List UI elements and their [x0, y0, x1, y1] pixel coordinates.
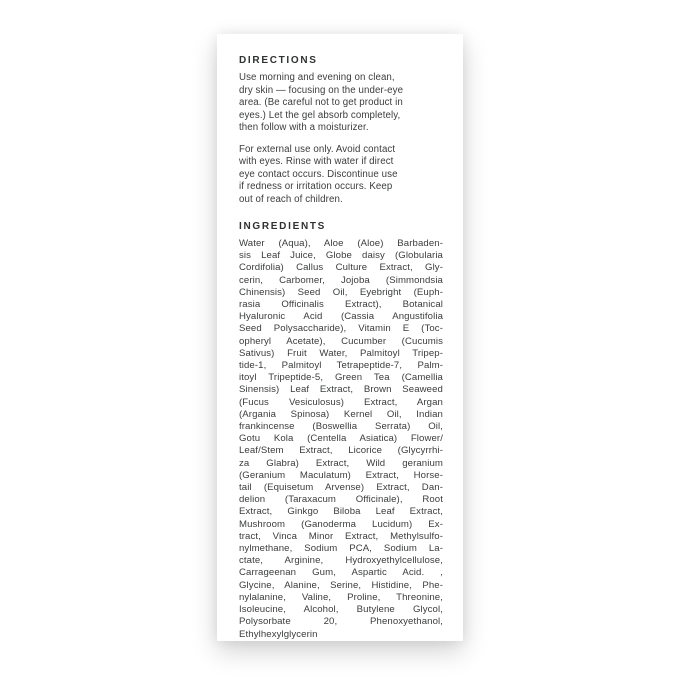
text-line: then follow with a moisturizer. [239, 122, 369, 133]
text-line: Ethylhexylglycerin [239, 628, 318, 640]
text-line: Gotu Kola (Centella Asiatica) Flower/ [239, 433, 443, 445]
text-line: cerin, Carbomer, Jojoba (Simmondsia [239, 274, 443, 286]
text-line: Seed Polysaccharide), Vitamin E (Toc- [239, 323, 443, 335]
text-line: Chinensis) Seed Oil, Eyebright (Euph- [239, 286, 443, 298]
text-line: Extract, Ginkgo Biloba Leaf Extract, [239, 506, 443, 518]
text-line: Carrageenan Gum, Aspartic Acid. , [239, 567, 443, 579]
package-back-panel [217, 34, 463, 641]
text-line: nylmethane, Sodium PCA, Sodium La- [239, 543, 443, 555]
text-line: sis Leaf Juice, Globe daisy (Globularia [239, 250, 443, 262]
text-line: Glycine, Alanine, Serine, Histidine, Phe- [239, 579, 443, 591]
text-line: For external use only. Avoid contact [239, 143, 396, 155]
text-line: rasia Officinalis Extract), Botanical [239, 299, 443, 311]
text-line: if redness or irritation occurs. Keep [239, 181, 393, 192]
directions-paragraph [239, 144, 443, 207]
text-line: za Glabra) Extract, Wild geranium [239, 457, 443, 469]
directions-text [239, 72, 443, 206]
text-line: frankincense (Boswellia Serrata) Oil, [239, 421, 443, 433]
text-line: Mushroom (Ganoderma Lucidum) Ex- [239, 518, 443, 530]
text-line: (Fucus Vesiculosus) Extract, Argan [239, 396, 443, 408]
text-line: tail (Equisetum Arvense) Extract, Dan- [239, 482, 443, 494]
text-line: ctate, Arginine, Hydroxyethylcellulose, [239, 555, 443, 567]
ingredients-heading: INGREDIENTS [239, 221, 327, 232]
text-line: dry skin — focusing on the under-eye [239, 84, 404, 96]
text-line: area. (Be careful not to get product in [239, 97, 403, 108]
text-line: nylalanine, Valine, Proline, Threonine, [239, 591, 443, 603]
text-line: Isoleucine, Alcohol, Butylene Glycol, [239, 604, 443, 616]
text-line: Sinensis) Leaf Extract, Brown Seaweed [239, 384, 443, 396]
text-line: itoyl Tripeptide-5, Green Tea (Camellia [239, 372, 443, 384]
text-line: Polysorbate 20, Phenoxyethanol, [239, 616, 443, 628]
text-line: Sativus) Fruit Water, Palmitoyl Tripep- [239, 347, 443, 359]
text-line: tide-1, Palmitoyl Tetrapeptide-7, Palm- [239, 360, 443, 372]
directions-heading: DIRECTIONS [239, 55, 318, 66]
text-line: Use morning and evening on clean, [239, 72, 395, 83]
text-line: tract, Vinca Minor Extract, Methylsulfo- [239, 530, 443, 542]
ingredients-text [239, 238, 443, 641]
text-line: Hyaluronic Acid (Cassia Angustifolia [239, 311, 443, 323]
directions-paragraph [239, 72, 443, 135]
text-line: (Argania Spinosa) Kernel Oil, Indian [239, 408, 443, 420]
text-line: Cordifolia) Callus Culture Extract, Gly- [239, 262, 443, 274]
text-line: with eyes. Rinse with water if direct [239, 156, 394, 167]
text-line: opheryl Acetate), Cucumber (Cucumis [239, 335, 443, 347]
text-line: delion (Taraxacum Officinale), Root [239, 494, 443, 506]
text-line: Water (Aqua), Aloe (Aloe) Barbaden- [239, 238, 443, 249]
text-line: eyes.) Let the gel absorb completely, [239, 109, 401, 121]
text-line: out of reach of children. [239, 193, 343, 205]
text-line: eye contact occurs. Discontinue use [239, 168, 398, 180]
text-line: (Geranium Maculatum) Extract, Horse- [239, 469, 443, 481]
text-line: Leaf/Stem Extract, Licorice (Glycyrrhi- [239, 445, 443, 457]
